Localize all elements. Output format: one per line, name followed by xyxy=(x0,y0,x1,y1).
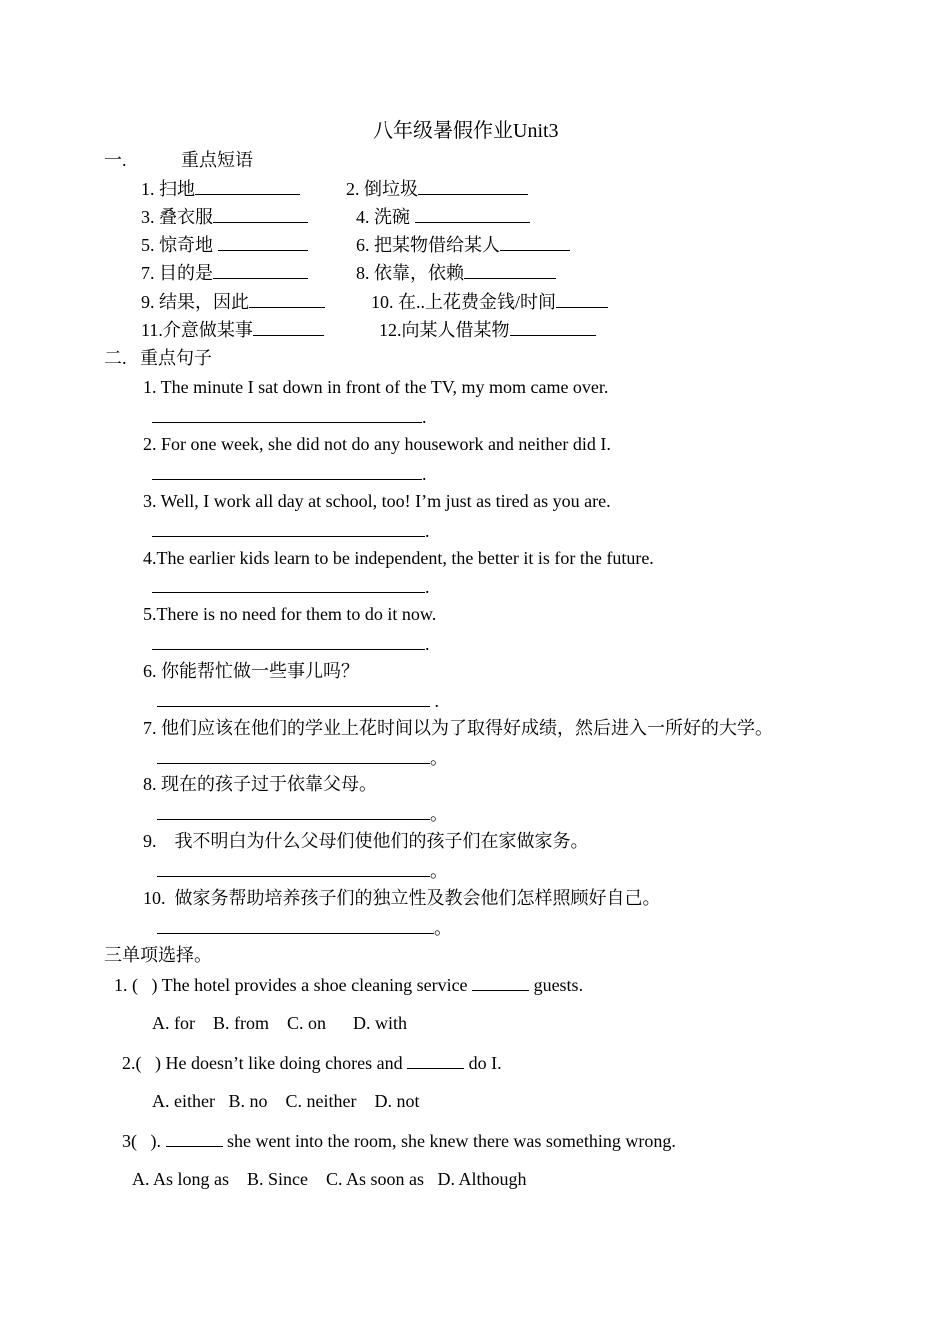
phrase-item xyxy=(141,290,325,313)
question-stem: 3( ). xyxy=(122,1131,166,1151)
section1-number: 一. xyxy=(104,150,127,170)
sentence-answer xyxy=(157,859,448,882)
question-stem-end: do I. xyxy=(464,1053,502,1073)
phrase-label: 5. 惊奇地 xyxy=(141,235,218,255)
phrase-label: 7. 目的是 xyxy=(141,263,213,283)
answer-blank[interactable] xyxy=(157,689,430,707)
phrase-item xyxy=(379,318,596,341)
answer-blank[interactable] xyxy=(152,519,425,537)
sentence-answer xyxy=(152,519,430,542)
mc-question xyxy=(122,1129,676,1152)
sentence-answer xyxy=(152,632,430,655)
phrase-label: 12.向某人借某物 xyxy=(379,320,510,340)
answer-blank[interactable] xyxy=(249,290,325,308)
sentence-end: . xyxy=(425,521,430,541)
answer-blank[interactable] xyxy=(157,859,430,877)
answer-blank[interactable] xyxy=(213,261,308,279)
answer-blank[interactable] xyxy=(152,575,425,593)
answer-blank[interactable] xyxy=(152,632,425,650)
sentence-end: . xyxy=(422,464,427,484)
answer-blank[interactable] xyxy=(218,233,308,251)
sentence-answer xyxy=(152,575,430,598)
phrase-label: 8. 依靠，依赖 xyxy=(356,263,464,283)
mc-options: A. As long as B. Since C. As soon as D. Although xyxy=(132,1169,527,1189)
answer-blank[interactable] xyxy=(157,802,430,820)
sentence-end: . xyxy=(425,577,430,597)
question-stem-end: guests. xyxy=(529,975,584,995)
sentence-end: . xyxy=(422,407,427,427)
mc-options: A. either B. no C. neither D. not xyxy=(152,1091,420,1111)
phrase-item xyxy=(356,233,570,256)
answer-blank[interactable] xyxy=(213,205,308,223)
sentence-prompt: 8. 现在的孩子过于依靠父母。 xyxy=(143,774,377,794)
sentence-end: 。 xyxy=(430,748,448,768)
answer-blank[interactable] xyxy=(556,290,608,308)
phrase-item xyxy=(371,290,608,313)
section3-heading: 三单项选择。 xyxy=(104,945,212,965)
phrase-item xyxy=(141,233,308,256)
phrase-label: 4. 洗碗 xyxy=(356,207,415,227)
answer-blank[interactable] xyxy=(464,261,556,279)
answer-blank[interactable] xyxy=(157,916,434,934)
question-stem-end: she went into the room, she knew there was something wrong. xyxy=(222,1131,676,1151)
phrase-item xyxy=(141,261,308,284)
sentence-answer xyxy=(157,802,448,825)
answer-blank[interactable] xyxy=(510,318,596,336)
mc-options: A. for B. from C. on D. with xyxy=(152,1013,407,1033)
phrase-item xyxy=(356,261,556,284)
answer-blank[interactable] xyxy=(418,177,528,195)
answer-blank[interactable] xyxy=(152,462,422,480)
sentence-prompt: 7. 他们应该在他们的学业上花时间以为了取得好成绩，然后进入一所好的大学。 xyxy=(143,718,773,738)
sentence-prompt: 10. 做家务帮助培养孩子们的独立性及教会他们怎样照顾好自己。 xyxy=(143,888,661,908)
question-stem: 1. ( ) The hotel provides a shoe cleaning service xyxy=(114,975,473,995)
phrase-label: 9. 结果，因此 xyxy=(141,292,249,312)
section1-heading: 重点短语 xyxy=(181,150,253,170)
phrase-item xyxy=(346,177,528,200)
page-title: 八年级暑假作业Unit3 xyxy=(373,120,559,142)
phrase-label: 11.介意做某事 xyxy=(141,320,253,340)
phrase-label: 1. 扫地 xyxy=(141,179,195,199)
sentence-answer xyxy=(152,405,427,428)
answer-blank[interactable] xyxy=(152,405,422,423)
sentence-answer xyxy=(152,462,427,485)
answer-blank[interactable] xyxy=(472,973,529,991)
phrase-item xyxy=(356,205,530,228)
section2-heading: 二. 重点句子 xyxy=(104,348,212,368)
sentence-prompt: 5.There is no need for them to do it now. xyxy=(143,604,437,624)
sentence-answer xyxy=(157,746,448,769)
question-stem: 2.( ) He doesn’t like doing chores and xyxy=(122,1053,408,1073)
phrase-label: 6. 把某物借给某人 xyxy=(356,235,500,255)
mc-question xyxy=(122,1051,502,1074)
sentence-prompt: 4.The earlier kids learn to be independent, the better it is for the future. xyxy=(143,548,654,568)
answer-blank[interactable] xyxy=(157,746,430,764)
phrase-label: 3. 叠衣服 xyxy=(141,207,213,227)
sentence-prompt: 2. For one week, she did not do any housework and neither did I. xyxy=(143,434,611,454)
answer-blank[interactable] xyxy=(195,177,300,195)
answer-blank[interactable] xyxy=(253,318,324,336)
sentence-end: 。 xyxy=(430,861,448,881)
sentence-end: 。 xyxy=(434,918,452,938)
sentence-answer xyxy=(157,916,452,939)
answer-blank[interactable] xyxy=(415,205,530,223)
mc-question xyxy=(114,973,583,996)
phrase-label: 10. 在..上花费金钱/时间 xyxy=(371,292,557,312)
phrase-item xyxy=(141,177,300,200)
phrase-item xyxy=(141,205,308,228)
phrase-item xyxy=(141,318,324,341)
answer-blank[interactable] xyxy=(166,1129,223,1147)
sentence-answer xyxy=(157,689,439,712)
sentence-prompt: 6. 你能帮忙做一些事儿吗？ xyxy=(143,661,359,681)
sentence-prompt: 3. Well, I work all day at school, too! I’m just as tired as you are. xyxy=(143,491,611,511)
sentence-prompt: 9. 我不明白为什么父母们使他们的孩子们在家做家务。 xyxy=(143,831,589,851)
sentence-prompt: 1. The minute I sat down in front of the TV, my mom came over. xyxy=(143,377,609,397)
sentence-end: . xyxy=(430,691,439,711)
sentence-end: 。 xyxy=(430,804,448,824)
sentence-end: . xyxy=(425,634,430,654)
answer-blank[interactable] xyxy=(407,1051,464,1069)
answer-blank[interactable] xyxy=(500,233,570,251)
phrase-label: 2. 倒垃圾 xyxy=(346,179,418,199)
